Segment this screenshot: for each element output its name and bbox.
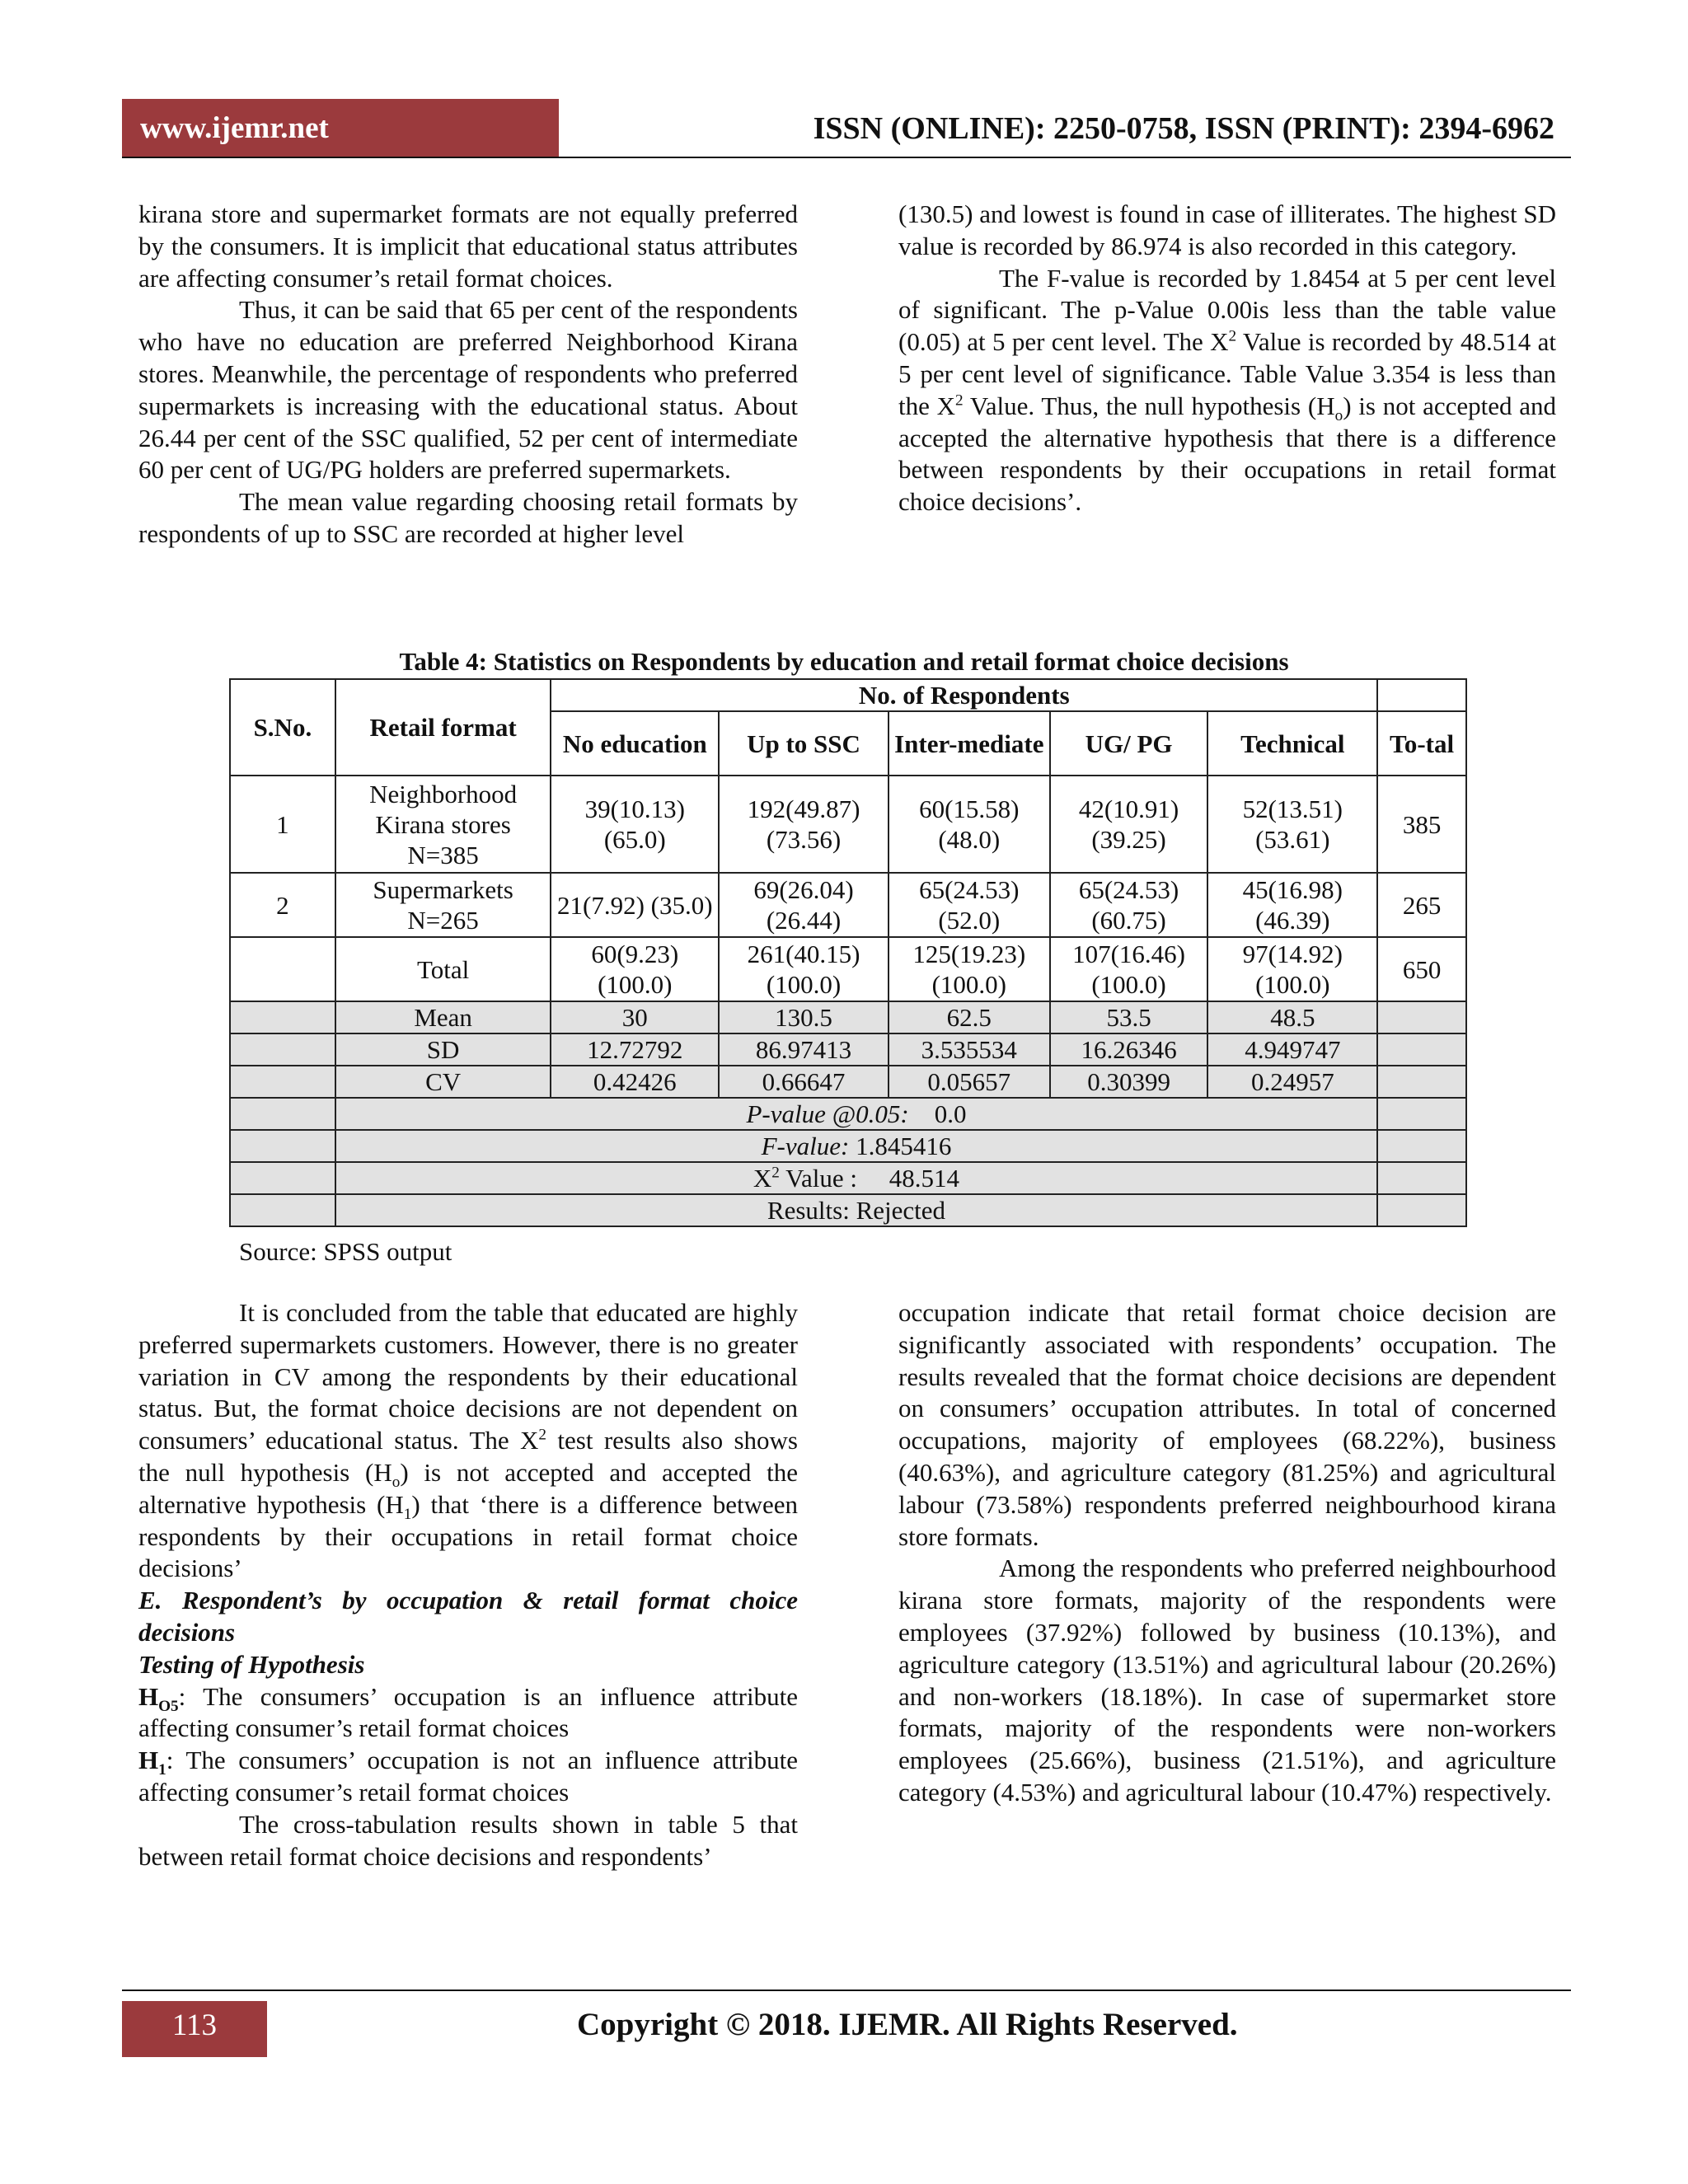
paragraph: The mean value regarding choosing retail formats by respondents of up to SSC are recorded at higher level — [138, 487, 798, 548]
table-row: Total 60(9.23) (100.0) 261(40.15) (100.0) 125(19.23) (100.0) 107(16.46) (100.0) 97(14.92) (100.0) 650 — [230, 937, 1466, 1001]
result-row — [230, 1194, 1466, 1226]
header-no-education: No education — [551, 711, 719, 776]
subsection-heading: Testing of Hypothesis — [138, 1649, 365, 1679]
p-value-label: P-value @0.05: — [746, 1099, 909, 1128]
table-source: Source: SPSS output — [239, 1237, 452, 1266]
stat-row-mean: Mean 30 130.5 62.5 53.5 48.5 — [230, 1001, 1466, 1033]
page-number: 113 — [171, 2008, 218, 2042]
stat-row-cv: CV 0.42426 0.66647 0.05657 0.30399 0.24957 — [230, 1066, 1466, 1098]
right-column-bottom — [898, 1297, 1556, 1809]
header-total: To-tal — [1377, 711, 1466, 776]
paragraph: The cross-tabulation results shown in table 5 that between retail format choice decisions and respondents’ — [138, 1809, 798, 1871]
header-ug-pg: UG/ PG — [1050, 711, 1208, 776]
footer-rule — [122, 1990, 1571, 1991]
section-heading: E. Respondent’s by occupation & retail format choice decisions — [138, 1586, 798, 1647]
statistics-table — [229, 678, 1467, 1227]
paragraph: Among the respondents who preferred neighbourhood kirana store formats, majority of the respondents were employees (37.92%) followed by business (10.13%), and agriculture category (13.51%) and agricultural labour (20.26%) and non-workers (18.18%). In case of supermarket store formats, majority of the respondents were non-workers employees (25.66%), business (21.51%), and agriculture category (4.53%) and agricultural labour (10.47%) respectively. — [898, 1554, 1556, 1807]
header-rule — [122, 157, 1571, 158]
stat-row-sd: SD 12.72792 86.97413 3.535534 16.26346 4.949747 — [230, 1033, 1466, 1066]
hypothesis-h05: $H_{O5}$: The consumers’ occupation is an influence attribute affecting consumer’s retail format choices — [138, 1681, 798, 1743]
table-row: 1 Neighborhood Kirana stores N=385 39(10.13) (65.0) 192(49.87) (73.56) 60(15.58) (48.0) 42(10.91) (39.25) 52(13.51) (53.61) 385 — [230, 776, 1466, 873]
f-value-label: F-value: — [761, 1132, 850, 1160]
copyright: Copyright © 2018. IJEMR. All Rights Reserved. — [577, 2007, 1238, 2042]
header-intermediate: Inter-mediate — [889, 711, 1050, 776]
issn-line: ISSN (ONLINE): 2250-0758, ISSN (PRINT): 2394-6962 — [813, 111, 1554, 146]
right-column-top — [898, 199, 1556, 518]
hypothesis-h1: $H_1$: The consumers’ occupation is not an influence attribute affecting consumer’s retail format choices — [138, 1746, 798, 1807]
f-value: 1.845416 — [856, 1132, 952, 1160]
p-value: 0.0 — [934, 1099, 967, 1128]
p-value-row — [230, 1098, 1466, 1130]
result: Results: Rejected — [335, 1194, 1377, 1226]
paragraph: The F-value is recorded by 1.8454 at 5 per cent level of significant. The p-Value 0.00is less than the table value (0.05) at 5 per cent level. The $X^2$ Value is recorded by 48.514 at 5 per cent level of significance. Table Value 3.354 is less than the $X^2$ Value. Thus, the null hypothesis $(H_o)$ is not accepted and accepted the alternative hypothesis that there is a difference between respondents by their occupations in retail format choice decisions’. — [898, 263, 1557, 517]
table-row: 2 Supermarkets N=265 21(7.92) (35.0) 69(26.04) (26.44) 65(24.53) (52.0) 65(24.53) (60.75) 45(16.98) (46.39) 265 — [230, 873, 1466, 937]
left-column-bottom — [138, 1297, 798, 1872]
chi-square-row: $X^2$ Value : 48.514 — [230, 1162, 1466, 1194]
paragraph: occupation indicate that retail format choice decision are significantly associated with respondents’ occupation. The results revealed that the format choice decisions are dependent on consumers’ occupation attributes. In total of concerned occupations, majority of employees (68.22%), business (40.63%), and agriculture category (81.25%) and agricultural labour (73.58%) respondents preferred neighbourhood kirana store formats. — [898, 1298, 1556, 1551]
header-technical: Technical — [1207, 711, 1377, 776]
header-up-to-ssc: Up to SSC — [719, 711, 889, 776]
header-no-of-respondents: No. of Respondents — [551, 679, 1377, 711]
left-column-top — [138, 199, 798, 551]
paragraph: kirana store and supermarket formats are not equally preferred by the consumers. It is implicit that educational status attributes are affecting consumer’s retail format choices. — [138, 199, 798, 293]
table-caption: Table 4: Statistics on Respondents by education and retail format choice decisions — [399, 647, 1289, 676]
paragraph: Thus, it can be said that 65 per cent of the respondents who have no education are preferred Neighborhood Kirana stores. Meanwhile, the percentage of respondents who preferred supermarkets is increasing with the educational status. About 26.44 per cent of the SSC qualified, 52 per cent of intermediate 60 per cent of UG/PG holders are preferred supermarkets. — [138, 295, 798, 485]
paragraph: It is concluded from the table that educated are highly preferred supermarkets customers. However, there is no greater variation in CV among the respondents by their educational status. But, the format choice decisions are not dependent on consumers’ educational status. The $X^2$ test results also shows the null hypothesis $(H_o)$ is not accepted and accepted the alternative hypothesis $(H_1)$ that ‘there is a difference between respondents by their occupations in retail format choice decisions’ — [138, 1298, 799, 1583]
journal-url: www.ijemr.net — [140, 111, 329, 145]
paragraph: (130.5) and lowest is found in case of illiterates. The highest SD value is recorded by 86.974 is also recorded in this category. — [898, 199, 1556, 260]
header-sno: S.No. — [230, 679, 335, 776]
f-value-row — [230, 1130, 1466, 1162]
header-retail-format: Retail format — [335, 679, 551, 776]
